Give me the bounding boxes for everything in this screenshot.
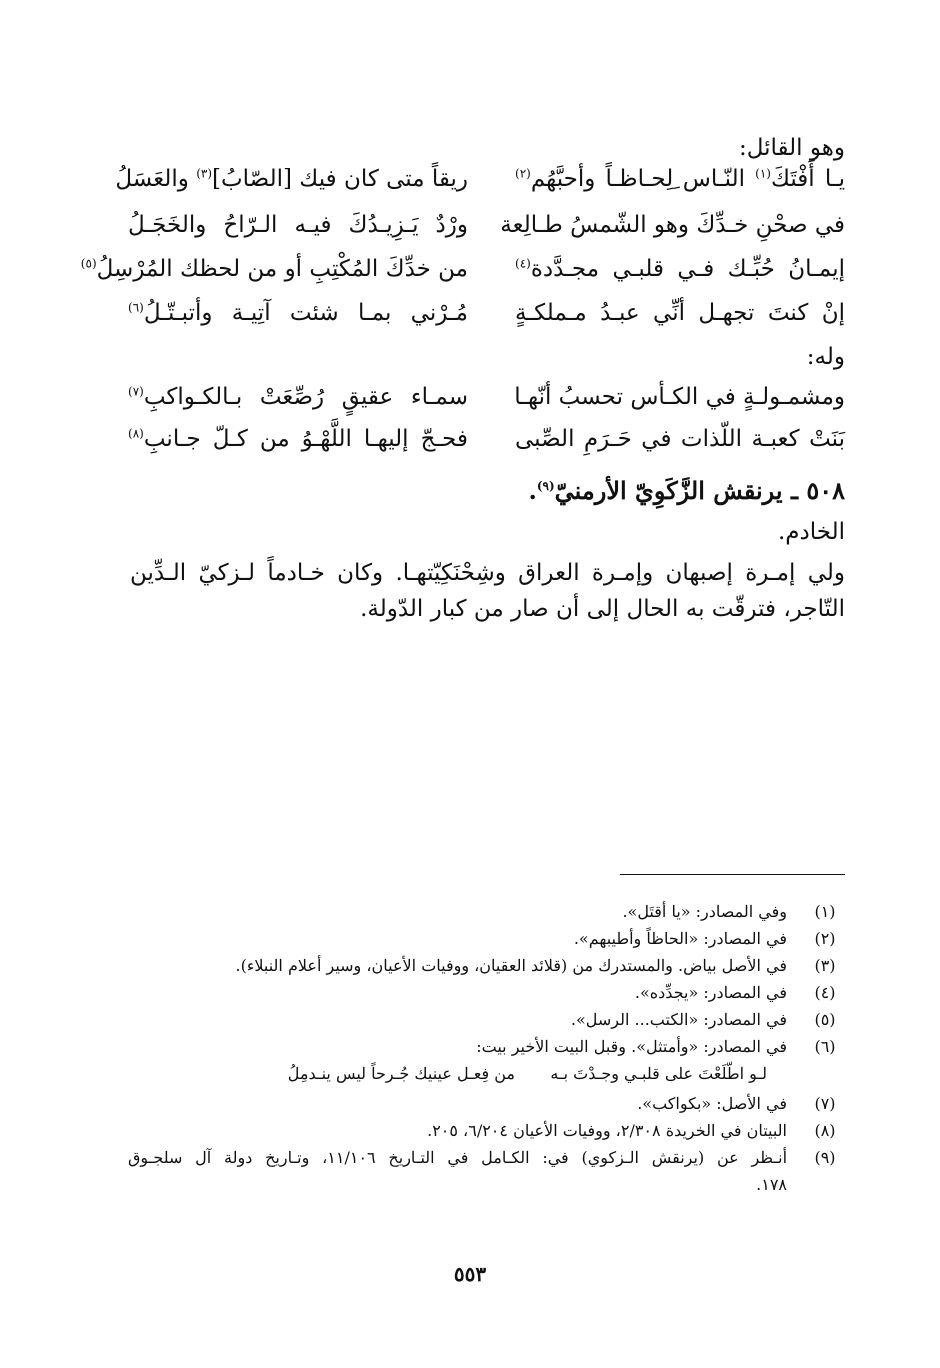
- footnote-marker[interactable]: (٩): [536, 479, 555, 493]
- verse-second-hemistich: من فِعـل عينيك جُـرحاً ليس ينـدمِلُ: [287, 1064, 515, 1083]
- footnote: [128, 1090, 845, 1117]
- couplet: [115, 158, 845, 200]
- footnote-text: في المصادر: «وأمتثل». وقبل البيت الأخير بيت:: [476, 1037, 787, 1056]
- first-hemistich: إيمـانُ حُبِّـك فـي قلبـي مجـدَّدة$^{(٤)}$: [515, 256, 845, 282]
- footnote: [128, 925, 845, 952]
- footnote: [128, 898, 845, 925]
- footnote-text: في المصادر: «يجدِّده».: [634, 983, 787, 1002]
- footnote-number: (٥): [814, 1010, 836, 1029]
- body-line: التّاجر، فترقّت به الحال إلى أن صار من كبار الدّولة.: [360, 596, 845, 622]
- footnote-marker[interactable]: (٧): [128, 384, 144, 399]
- footnote-text: في المصادر: «الحاظاً وأطيبهم».: [573, 929, 787, 948]
- footnote-marker[interactable]: (٤): [515, 256, 531, 271]
- verse-first-hemistich: لـو اطّلَعْتَ على قلبـي وجـدْتَ بـه: [550, 1064, 767, 1083]
- footnote: [128, 1033, 845, 1060]
- entry-heading: ٥٠٨ ـ يرنقش الزَّكَوِيّ الأرمنيّ$^{(٩)}$.: [528, 476, 845, 505]
- footnotes: [128, 898, 845, 1198]
- footnote-text: في الأصل بياض. والمستدرك من (قلائد العقيان، ووفيات الأعيان، وسير أعلام النبلاء).: [235, 956, 787, 975]
- footnote: [128, 1006, 845, 1033]
- footnote-number: (٧): [814, 1094, 836, 1113]
- couplet: [128, 204, 845, 246]
- second-hemistich: مُـرْني بمـا شئت آتِيـة وأتبـتّـلُ$^{(٦)}$: [128, 300, 468, 326]
- footnote-number: (٣): [814, 956, 836, 975]
- first-hemistich: ومشمـولـةٍ في الكـأس تحسبُ أنّهـا: [514, 384, 845, 410]
- footnote-marker[interactable]: (٨): [128, 426, 144, 441]
- footnote-text: أنـظر عن (يرنقش الـزكوي) في: الكـامل في التـاريخ ١١/١٠٦، وتـاريخ دولة آل سلجـوق: [128, 1148, 788, 1167]
- footnote-marker[interactable]: (٢): [515, 166, 531, 181]
- footnote-text: وفي المصادر: «يا أقتَل».: [622, 902, 787, 921]
- poem-intro: وله:: [806, 344, 845, 370]
- second-hemistich: ورْدٌ يَـزِيـدُكَ فيـه الـرّاحُ والخَجَـلُ: [128, 212, 468, 238]
- poem-intro: وهو القائل:: [738, 135, 845, 161]
- couplet: [128, 376, 845, 418]
- footnote-text: ١٧٨.: [756, 1175, 787, 1194]
- footnote-number: (٨): [814, 1121, 836, 1140]
- second-hemistich: من خدِّكَ المُكْتِبِ أو من لحظك المُرْسِلُ$^{(٥)}$: [80, 256, 468, 282]
- couplet: [128, 292, 845, 334]
- footnote-number: (٦): [814, 1037, 836, 1056]
- footnote-marker[interactable]: (١): [755, 166, 771, 181]
- footnote-marker[interactable]: (٣): [196, 166, 213, 181]
- first-hemistich: بَنَتْ كعبـة اللّذات في حَـرَمِ الصِّبى: [515, 426, 845, 452]
- first-hemistich: يـا أَفْتَكَ$^{(١)}$ النّـاس ِلِحـاظـاً وأحبَّهُم$^{(٢)}$: [515, 166, 845, 192]
- second-hemistich: سمـاء عقيقٍ رُصِّعَتْ بـالكـواكبِ$^{(٧)}$: [128, 384, 468, 410]
- body-text: [130, 514, 845, 550]
- footnote-text: في المصادر: «الكتب... الرسل».: [570, 1010, 787, 1029]
- footnote-divider: [620, 874, 845, 875]
- couplet: [128, 418, 845, 460]
- footnote-number: (٤): [814, 983, 836, 1002]
- footnote-number: (٢): [814, 929, 836, 948]
- footnote-number: (٩): [814, 1148, 836, 1167]
- body-line: الخادم.: [777, 519, 845, 545]
- footnote-number: (١): [814, 902, 836, 921]
- footnote: [128, 952, 845, 979]
- footnote-marker[interactable]: (٥): [80, 256, 97, 271]
- footnote: [128, 979, 845, 1006]
- second-hemistich: ريقاً متى كان فيك [الصّابُ]$^{(٣)}$ والعَسَلُ: [115, 166, 468, 192]
- first-hemistich: في صحْنِ خـدِّكَ وهو الشّمسُ طـالِعة: [500, 212, 845, 238]
- footnote: [128, 1117, 845, 1144]
- body-paragraph: [130, 555, 845, 627]
- couplet: [80, 248, 845, 290]
- page-number: ٥٥٣: [453, 1262, 487, 1286]
- footnote: [128, 1144, 845, 1171]
- second-hemistich: فحـجّ إليهـا اللَّهْـوُ من كـلّ جـانبِ$^{(٨)}$: [128, 426, 468, 452]
- footnote-marker[interactable]: (٦): [128, 300, 144, 315]
- footnote-continuation: [128, 1171, 845, 1198]
- body-line: ولي إمـرة إصبهان وإمـرة العراق وشِحْنَكِيّتهـا. وكان خـادماً لـزكيّ الـدِّين: [130, 560, 845, 586]
- footnote-text: في الأصل: «بكواكب».: [637, 1094, 787, 1113]
- footnote-verse: [128, 1060, 845, 1090]
- footnote-text: البيتان في الخريدة ٢/٣٠٨، ووفيات الأعيان ٦/٢٠٤، ٢٠٥.: [427, 1121, 787, 1140]
- first-hemistich: إنْ كنتَ تجهـل أنِّي عبـدُ مـملكـةٍ: [515, 300, 845, 326]
